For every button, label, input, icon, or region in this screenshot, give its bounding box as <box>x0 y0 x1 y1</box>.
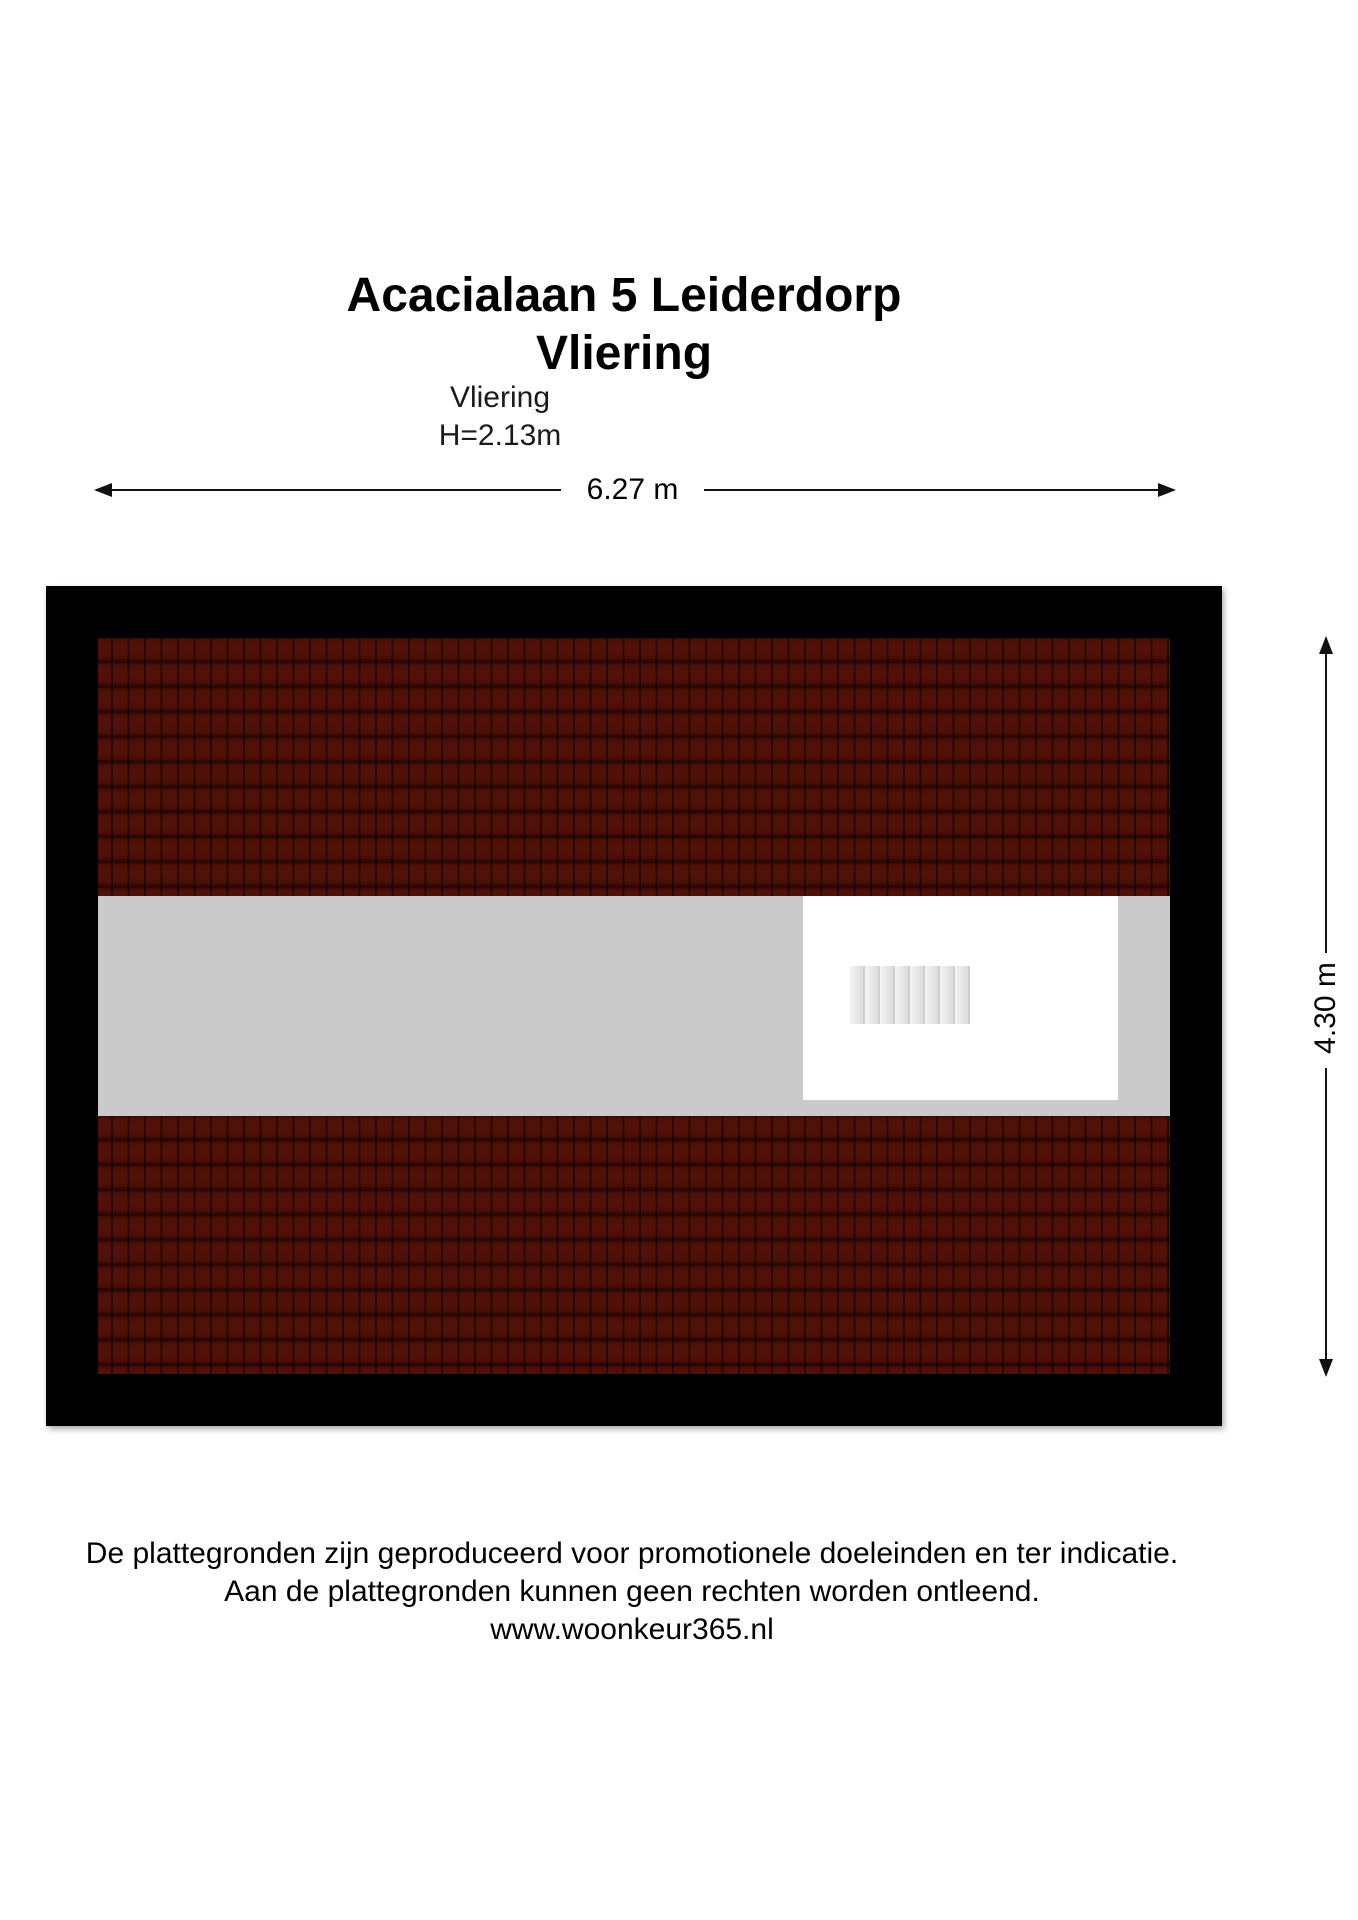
depth-label: 4.30 m <box>1309 962 1342 1054</box>
depth-dimension <box>1306 638 1346 1375</box>
stairs-icon <box>850 966 970 1024</box>
disclaimer-website: www.woonkeur365.nl <box>490 1613 774 1646</box>
disclaimer-line-1: De plattegronden zijn geproduceerd voor promotionele doeleinden en ter indicatie. <box>85 1537 1179 1570</box>
room-height-label: H=2.13m <box>438 419 562 452</box>
dimension-line <box>96 489 561 491</box>
arrow-right-icon <box>1158 483 1176 497</box>
dimension-line <box>1325 638 1327 953</box>
width-dimension <box>96 474 1174 506</box>
dimension-line <box>704 489 1174 491</box>
floor-plan <box>46 586 1222 1426</box>
disclaimer-line-2: Aan de plattegronden kunnen geen rechten worden ontleend. <box>224 1575 1040 1608</box>
arrow-down-icon <box>1319 1359 1333 1377</box>
roof-tiles-bottom <box>98 1116 1170 1374</box>
plan-title-address: Acacialaan 5 Leiderdorp <box>346 269 902 322</box>
width-label: 6.27 m <box>586 473 679 506</box>
room-name-label: Vliering <box>449 381 551 414</box>
roof-tiles-top <box>98 638 1170 896</box>
dimension-line <box>1325 1068 1327 1375</box>
plan-title-floor: Vliering <box>535 327 713 380</box>
